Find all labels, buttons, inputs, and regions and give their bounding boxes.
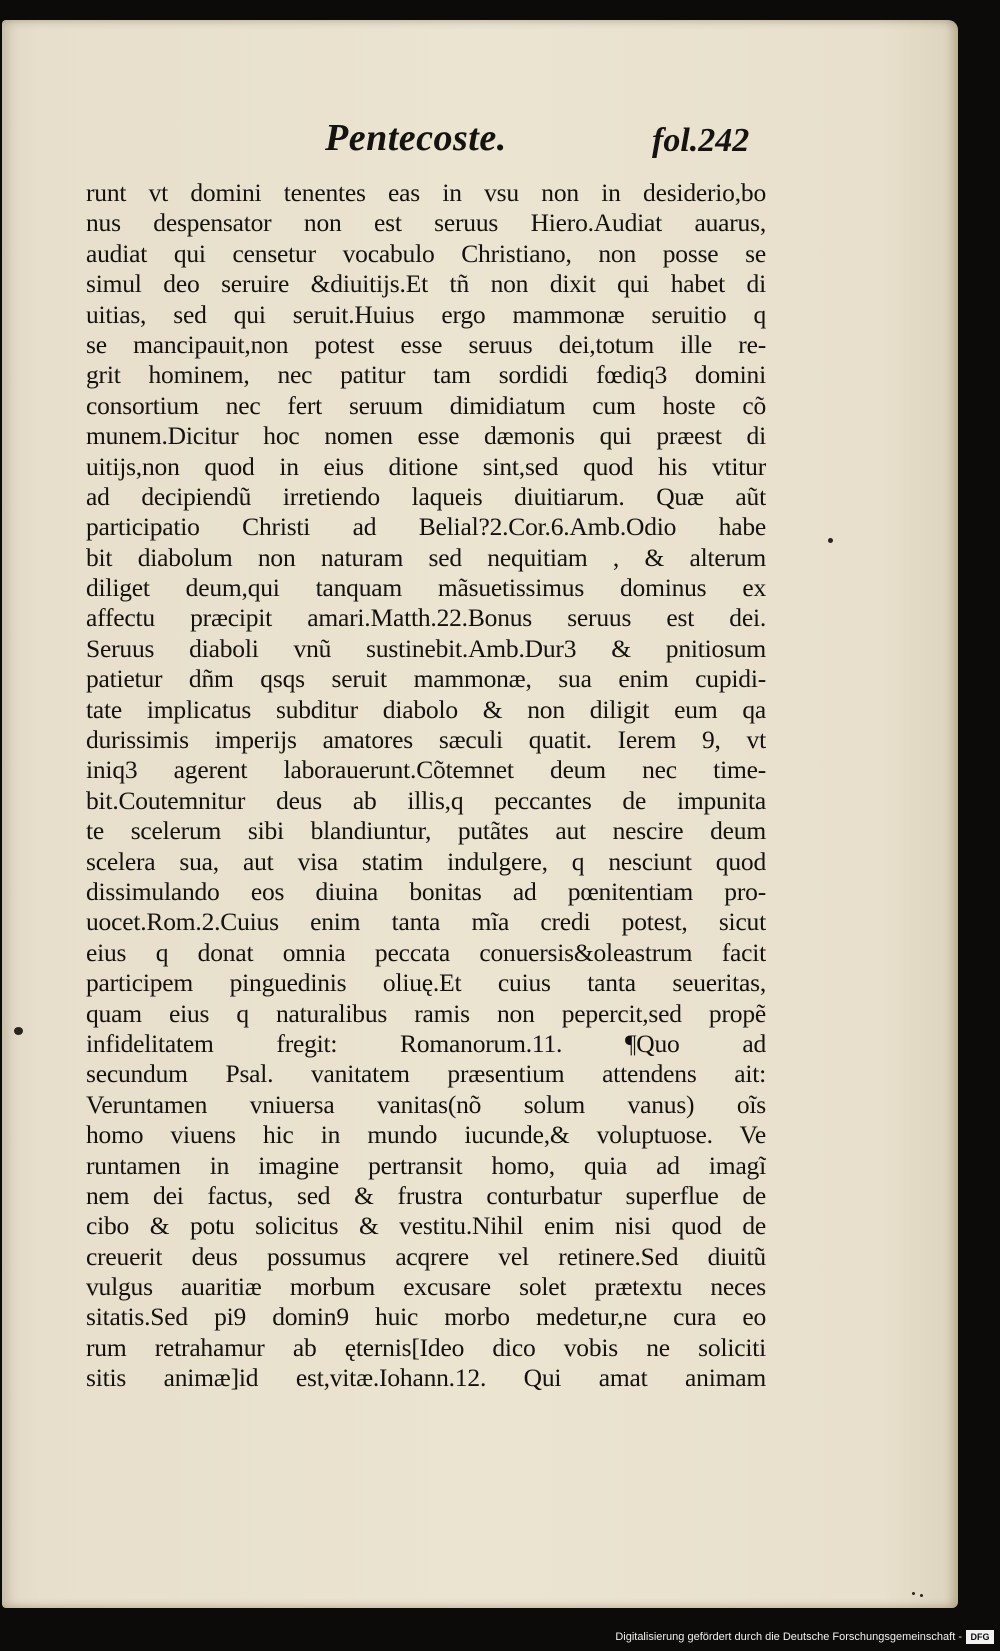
text-line: durissimis imperijs amatores sæculi quatit. Ierem 9, vt [86,725,766,755]
text-line: grit hominem, nec patitur tam sordidi fœdiq3 domini [86,360,766,390]
text-line: participem pinguedinis oliuę.Et cuius tanta seueritas, [86,968,766,998]
text-line: dissimulando eos diuina bonitas ad pœnitentiam pro- [86,876,766,906]
text-line: uocet.Rom.2.Cuius enim tanta mĩa credi potest, sicut [86,907,766,937]
text-line: creuerit deus possumus acqrere vel retinere.Sed diuitũ [86,1241,766,1271]
ink-speck [920,1594,923,1597]
text-line: scelera sua, aut visa statim indulgere, q nesciunt quod [86,846,766,876]
text-line: cibo & potu solicitus & vestitu.Nihil enim nisi quod de [86,1211,766,1241]
body-text-block [86,178,766,1394]
text-line: infidelitatem fregit: Romanorum.11. ¶Quo ad [86,1028,766,1058]
text-line: ad decipiendũ irretiendo laqueis diuitiarum. Quæ aũt [86,481,766,511]
ink-speck [14,1027,23,1035]
text-line: runt vt domini tenentes eas in vsu non in desiderio,bo [86,178,766,207]
text-line: rum retrahamur ab ęternis[Ideo dico vobis ne soliciti [86,1332,766,1362]
text-line: eius q donat omnia peccata conuersis&oleastrum facit [86,937,766,967]
text-line: nem dei factus, sed & frustra conturbatur superflue de [86,1180,766,1210]
text-line: audiat qui censetur vocabulo Christiano, non posse se [86,238,766,268]
text-line: sitatis.Sed pi9 domin9 huic morbo medetur,ne cura eo [86,1302,766,1332]
text-line: munem.Dicitur hoc nomen esse dæmonis qui præest di [86,421,766,451]
text-line: patietur dñm qsqs seruit mammonæ, sua enim cupidi- [86,664,766,694]
text-line: quam eius q naturalibus ramis non pepercit,sed propẽ [86,998,766,1028]
funding-note: Digitalisierung gefördert durch die Deutsche Forschungsgemeinschaft - [615,1631,962,1643]
text-line: nus despensator non est seruus Hiero.Audiat auarus, [86,208,766,238]
text-line: iniq3 agerent laborauerunt.Cõtemnet deum nec time- [86,755,766,785]
text-line: te scelerum sibi blandiuntur, putãtes aut nescire deum [86,816,766,846]
folio-number: fol.242 [652,122,750,159]
ink-speck [912,1592,915,1595]
text-line: secundum Psal. vanitatem præsentium attendens ait: [86,1059,766,1089]
text-line: bit diabolum non naturam sed nequitiam , & alterum [86,542,766,572]
text-line: affectu præcipit amari.Matth.22.Bonus seruus est dei. [86,603,766,633]
text-line: se mancipauit,non potest esse seruus dei,totum ille re- [86,329,766,359]
text-line: Veruntamen vniuersa vanitas(nõ solum vanus) oĩs [86,1089,766,1119]
dfg-logo: DFG [966,1630,994,1644]
text-line: uitijs,non quod in eius ditione sint,sed quod his vtitur [86,451,766,481]
text-line: simul deo seruire &diuitijs.Et tñ non dixit qui habet di [86,269,766,299]
text-line: diliget deum,qui tanquam mãsuetissimus dominus ex [86,573,766,603]
text-line: bit.Coutemnitur deus ab illis,q peccantes de impunita [86,785,766,815]
text-line: homo viuens hic in mundo iucunde,& voluptuose. Ve [86,1120,766,1150]
text-line: sitis animæ]id est,vitæ.Iohann.12. Qui amat animam [86,1363,766,1393]
text-line: vulgus auaritiæ morbum excusare solet prætextu neces [86,1272,766,1302]
text-line: Seruus diaboli vnũ sustinebit.Amb.Dur3 & pnitiosum [86,633,766,663]
text-line: tate implicatus subditur diabolo & non diligit eum qa [86,694,766,724]
text-line: uitias, sed qui seruit.Huius ergo mammonæ seruitio q [86,299,766,329]
text-line: runtamen in imagine pertransit homo, quia ad imagĩ [86,1150,766,1180]
text-line: consortium nec fert seruum dimidiatum cum hoste cõ [86,390,766,420]
text-line: participatio Christi ad Belial?2.Cor.6.Amb.Odio habe [86,512,766,542]
ink-speck [828,538,833,543]
running-head-title: Pentecoste. [325,117,507,159]
